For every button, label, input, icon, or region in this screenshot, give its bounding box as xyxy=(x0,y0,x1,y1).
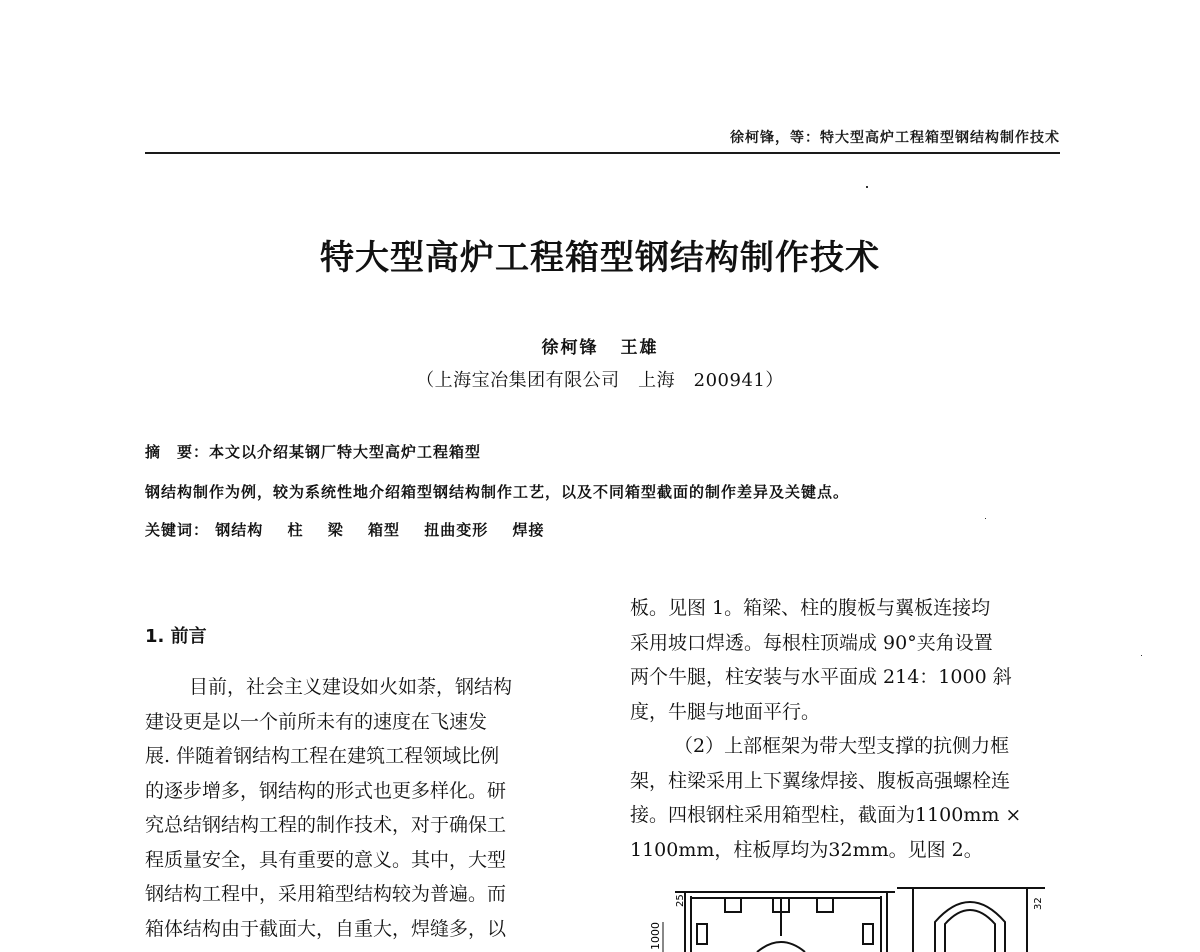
paragraph-line: 目前，社会主义建设如火如荼，钢结构 xyxy=(189,676,513,698)
paragraph-line: 展. 伴随着钢结构工程在建筑工程领域比例 xyxy=(145,745,500,767)
center-arc xyxy=(757,942,805,952)
abstract-text-line: 本文以介绍某钢厂特大型高炉工程箱型 xyxy=(209,443,482,461)
scan-speck xyxy=(1141,655,1142,656)
round-section-diagram xyxy=(897,888,1045,952)
paragraph-line: 箱体结构由于截面大，自重大，焊缝多，以 xyxy=(145,917,507,940)
keyword: 柱 xyxy=(287,521,304,539)
paragraph-line: 建设更是以一个前所未有的速度在飞速发 xyxy=(145,710,488,733)
abstract-label: 摘 要： xyxy=(145,443,210,461)
keyword: 箱型 xyxy=(368,521,401,539)
author-name: 徐柯锋 xyxy=(541,338,599,358)
keywords-label: 关键词： xyxy=(145,521,210,539)
paragraph-line: 的逐步增多，钢结构的形式也更多样化。研 xyxy=(145,779,507,802)
abstract xyxy=(145,441,481,462)
scan-speck xyxy=(985,518,986,519)
dimension-label-right: 32 xyxy=(1033,897,1044,910)
left-column-body xyxy=(145,670,512,946)
dimension-label-left: 1000 xyxy=(649,922,662,950)
keyword: 梁 xyxy=(327,521,344,539)
scan-speck xyxy=(866,186,868,188)
running-header: 徐柯锋，等：特大型高炉工程箱型钢结构制作技术 xyxy=(730,130,1060,146)
abstract-continued xyxy=(145,481,849,502)
side-plate xyxy=(863,924,873,944)
paragraph-line: 架，柱梁采用上下翼缘焊接、腹板高强螺栓连 xyxy=(630,769,1011,792)
right-column-body xyxy=(630,591,1021,867)
paragraph-line: 采用坡口焊透。每根柱顶端成 90°夹角设置 xyxy=(630,631,993,654)
affiliation: （上海宝冶集团有限公司 上海 200941） xyxy=(416,370,784,391)
header-rule xyxy=(145,152,1060,154)
paragraph-line: 度，牛腿与地面平行。 xyxy=(630,700,821,723)
paragraph-line: 1100mm，柱板厚均为32mm。见图 2。 xyxy=(630,838,983,861)
figure-cross-sections xyxy=(645,882,1065,952)
paragraph-line: 程质量安全，具有重要的意义。其中，大型 xyxy=(145,848,507,871)
paragraph-line: 板。见图 1。箱梁、柱的腹板与翼板连接均 xyxy=(630,597,991,619)
keyword: 焊接 xyxy=(512,521,545,539)
abstract-text-line: 钢结构制作为例，较为系统性地介绍箱型钢结构制作工艺，以及不同箱型截面的制作差异及关键点。 xyxy=(145,483,850,501)
stiffener xyxy=(817,898,833,912)
dimension-label-top: 25 xyxy=(675,894,686,907)
arched-opening-inner xyxy=(945,910,995,952)
paragraph-line: 究总结钢结构工程的制作技术，对于确保工 xyxy=(145,814,507,836)
section-heading: 1. 前言 xyxy=(145,626,207,647)
side-plate xyxy=(697,924,707,944)
paragraph-line: 两个牛腿，柱安装与水平面成 214：1000 斜 xyxy=(630,666,1012,688)
stiffener xyxy=(725,898,741,912)
box-section-diagram xyxy=(663,892,895,952)
paragraph-line: 接。四根钢柱采用箱型柱，截面为1100mm × xyxy=(630,804,1022,826)
author-list xyxy=(0,333,1200,358)
paragraph-line: 钢结构工程中，采用箱型结构较为普遍。而 xyxy=(145,883,507,905)
author-name: 王雄 xyxy=(620,338,659,358)
keywords xyxy=(145,519,563,540)
keyword: 钢结构 xyxy=(215,521,264,539)
paragraph-line: （2）上部框架为带大型支撑的抗侧力框 xyxy=(674,735,1010,757)
keyword: 扭曲变形 xyxy=(424,521,489,539)
article-title: 特大型高炉工程箱型钢结构制作技术 xyxy=(320,238,880,278)
